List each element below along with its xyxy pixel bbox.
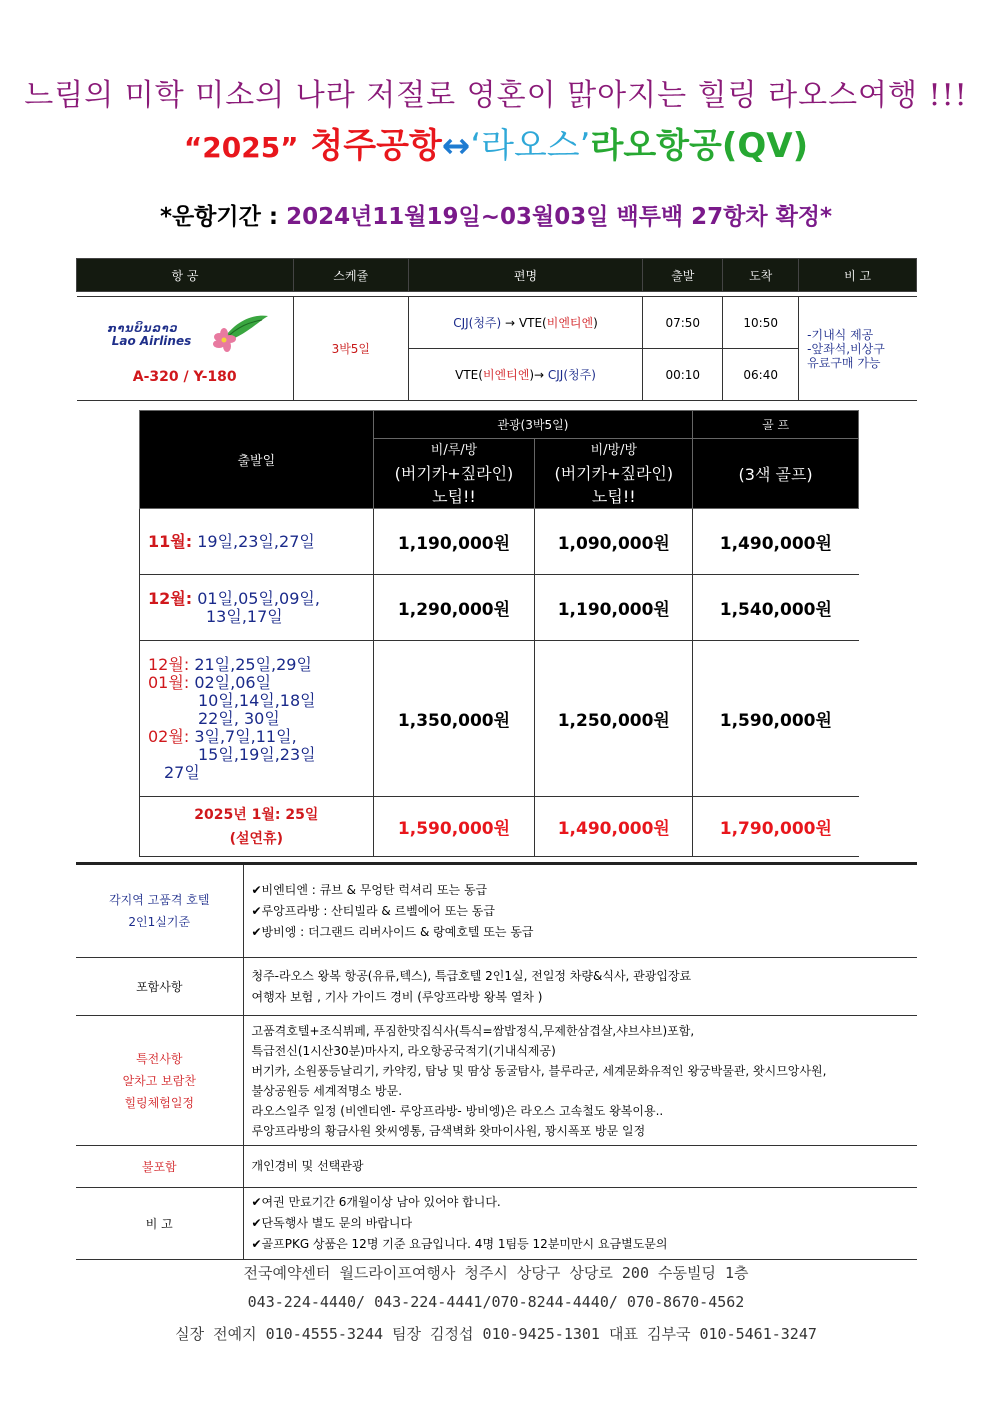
col-depart: 출발 xyxy=(643,259,723,292)
lao-airlines-logo xyxy=(100,312,270,362)
hotel-label: 각지역 고품격 호텔 2인1실기준 xyxy=(76,864,243,958)
price-row-nov xyxy=(140,509,859,575)
schedule-cell: 3박5일 xyxy=(293,297,408,401)
footer-phones: 043-224-4440/ 043-224-4441/070-8244-4440/ 070-8670-4562 xyxy=(247,1293,745,1311)
outbound-arrow: → xyxy=(505,316,516,330)
dates-nov: 11월: 19일,23일,27일 xyxy=(140,509,374,575)
title-airline: 라오항공(QV) xyxy=(590,126,809,166)
note-2: -앞좌석,비상구 xyxy=(807,341,885,356)
price-nov-3: 1,490,000원 xyxy=(693,509,859,575)
operation-period xyxy=(0,198,992,231)
flight-table xyxy=(76,258,917,401)
info-row-include xyxy=(76,958,917,1016)
col-schedule: 스케쥴 xyxy=(293,259,408,292)
info-row-exclude xyxy=(76,1146,917,1188)
airline-cell xyxy=(77,297,294,401)
col-flight: 편명 xyxy=(408,259,643,292)
flight-header-row xyxy=(77,259,917,292)
col-vvp: 비/방/방 (버기카+짚라인) 노팁!! xyxy=(535,439,693,509)
price-dec-2: 1,190,000원 xyxy=(535,575,693,641)
price-header-row-1 xyxy=(140,411,859,439)
price-holiday-2: 1,490,000원 xyxy=(535,797,693,857)
hotel-details: ✔비엔티엔 : 큐브 & 무엉탄 럭셔리 또는 동급 ✔루앙프라방 : 산티빌라 & 르벨에어 또는 동급 ✔방비엥 : 더그랜드 리버사이드 & 랑예호텔 또는 동급 xyxy=(243,864,917,958)
price-row-holiday xyxy=(140,797,859,857)
dates-peak: 12월: 21일,25일,29일 01월: 02일,06일 10일,14일,18일 22일, 30일 02월: 3일,7일,11일, 15일,19일,23일 27일 xyxy=(140,641,374,797)
price-dec-3: 1,540,000원 xyxy=(693,575,859,641)
price-holiday-1: 1,590,000원 xyxy=(373,797,535,857)
logo-lao-script: ການບິນລາວ xyxy=(107,322,179,335)
inbound-route xyxy=(408,349,643,401)
footer-contacts: 실장 전예지 010-4555-3244 팀장 김정섭 010-9425-1301 대표 김부국 010-5461-3247 xyxy=(175,1325,817,1343)
price-peak-1: 1,350,000원 xyxy=(373,641,535,797)
price-nov-2: 1,090,000원 xyxy=(535,509,693,575)
date-header: 출발일 xyxy=(140,411,374,509)
route-title xyxy=(0,118,992,167)
inbound-arrive: 06:40 xyxy=(723,349,799,401)
remark-label: 비 고 xyxy=(76,1188,243,1260)
remark-details: ✔여권 만료기간 6개월이상 남아 있어야 합니다. ✔단독행사 별도 문의 바랍니다 ✔골프PKG 상품은 12명 기준 요금입니다. 4명 1팀등 12분미만시 요금별도문의 xyxy=(243,1188,917,1260)
col-note: 비 고 xyxy=(799,259,917,292)
title-year: “2025” xyxy=(183,131,299,164)
period-value: 2024년11월19일~03월03일 백투백 27항차 확정* xyxy=(286,204,833,230)
price-dec-1: 1,290,000원 xyxy=(373,575,535,641)
include-details: 청주-라오스 왕복 항공(유류,텍스), 특급호텔 2인1실, 전일정 차량&식사, 관광입장료 여행자 보험 , 기사 가이드 경비 (루앙프라방 왕복 열차 ) xyxy=(243,958,917,1016)
tour-group-header: 관광(3박5일) xyxy=(373,411,693,439)
footer-address: 전국예약센터 월드라이프여행사 청주시 상당구 상당로 200 수동빌딩 1층 xyxy=(243,1264,749,1282)
price-table xyxy=(139,410,859,857)
outbound-depart: 07:50 xyxy=(643,297,723,349)
col-vlp: 비/루/방 (버기카+짚라인) 노팁!! xyxy=(373,439,535,509)
info-row-hotel xyxy=(76,864,917,958)
outbound-route xyxy=(408,297,643,349)
headline: 느림의 미학 미소의 나라 저절로 영혼이 맑아지는 힐링 라오스여행 !!! xyxy=(24,78,968,113)
exclude-details: 개인경비 및 선택관광 xyxy=(243,1146,917,1188)
dates-dec: 12월: 01일,05일,09일, 13일,17일 xyxy=(140,575,374,641)
col-golf: (3색 골프) xyxy=(693,439,859,509)
dates-holiday: 2025년 1월: 25일 (설연휴) xyxy=(140,797,374,857)
inbound-depart: 00:10 xyxy=(643,349,723,401)
aircraft-type: A-320 / Y-180 xyxy=(132,369,237,385)
inbound-to: CJJ(청주) xyxy=(547,368,596,382)
period-label: *운항기간 : xyxy=(159,204,279,230)
price-peak-3: 1,590,000원 xyxy=(693,641,859,797)
logo-name: Lao Airlines xyxy=(111,334,192,348)
include-label: 포함사항 xyxy=(76,958,243,1016)
golf-group-header: 골 프 xyxy=(693,411,859,439)
outbound-to: VTE(비엔티엔) xyxy=(518,316,598,330)
title-arrow: ↔ xyxy=(441,126,471,166)
title-destination: ‘라오스’ xyxy=(470,126,591,166)
info-row-special xyxy=(76,1016,917,1146)
inbound-arrow: → xyxy=(534,368,545,382)
col-arrive: 도착 xyxy=(723,259,799,292)
flight-row-outbound xyxy=(77,297,917,349)
special-details: 고품격호텔+조식뷔페, 푸짐한맛집식사(특식=쌈밥정식,무제한삼겹살,샤브샤브)포함, 특급전신(1시산30분)마사지, 라오항공국적기(기내식제공) 버기카, 소원풍등날리기, 카약킹, 탐낭 및 땀상 동굴탐사, 블루라군, 세계문화유적인 왕궁박물관, 왓시므앙사원, 불상공원등 세계적명소 방문. 라오스일주 일정 (비엔티엔- 루앙프라방- 방비엥)은 라오스 고속철도 왕복이용.. 루앙프라방의 황금사원 왓씨엥통, 금색벽화 왓마이사원, 꽝시폭포 방문 일정 xyxy=(243,1016,917,1146)
price-nov-1: 1,190,000원 xyxy=(373,509,535,575)
price-peak-2: 1,250,000원 xyxy=(535,641,693,797)
col-airline: 항 공 xyxy=(77,259,294,292)
info-row-remark xyxy=(76,1188,917,1260)
note-1: -기내식 제공 xyxy=(807,327,874,342)
special-label: 특전사항 알차고 보람찬 힐링체험일정 xyxy=(76,1016,243,1146)
price-row-peak xyxy=(140,641,859,797)
inbound-from: VTE(비엔티엔) xyxy=(455,368,534,382)
price-row-dec xyxy=(140,575,859,641)
info-table xyxy=(76,862,917,1260)
title-origin: 청주공항 xyxy=(310,126,442,166)
frangipani-flower-icon xyxy=(210,314,270,354)
outbound-arrive: 10:50 xyxy=(723,297,799,349)
flight-notes xyxy=(799,297,917,401)
outbound-from: CJJ(청주) xyxy=(453,316,502,330)
price-holiday-3: 1,790,000원 xyxy=(693,797,859,857)
exclude-label: 불포함 xyxy=(76,1146,243,1188)
note-3: 유료구매 가능 xyxy=(807,355,881,370)
